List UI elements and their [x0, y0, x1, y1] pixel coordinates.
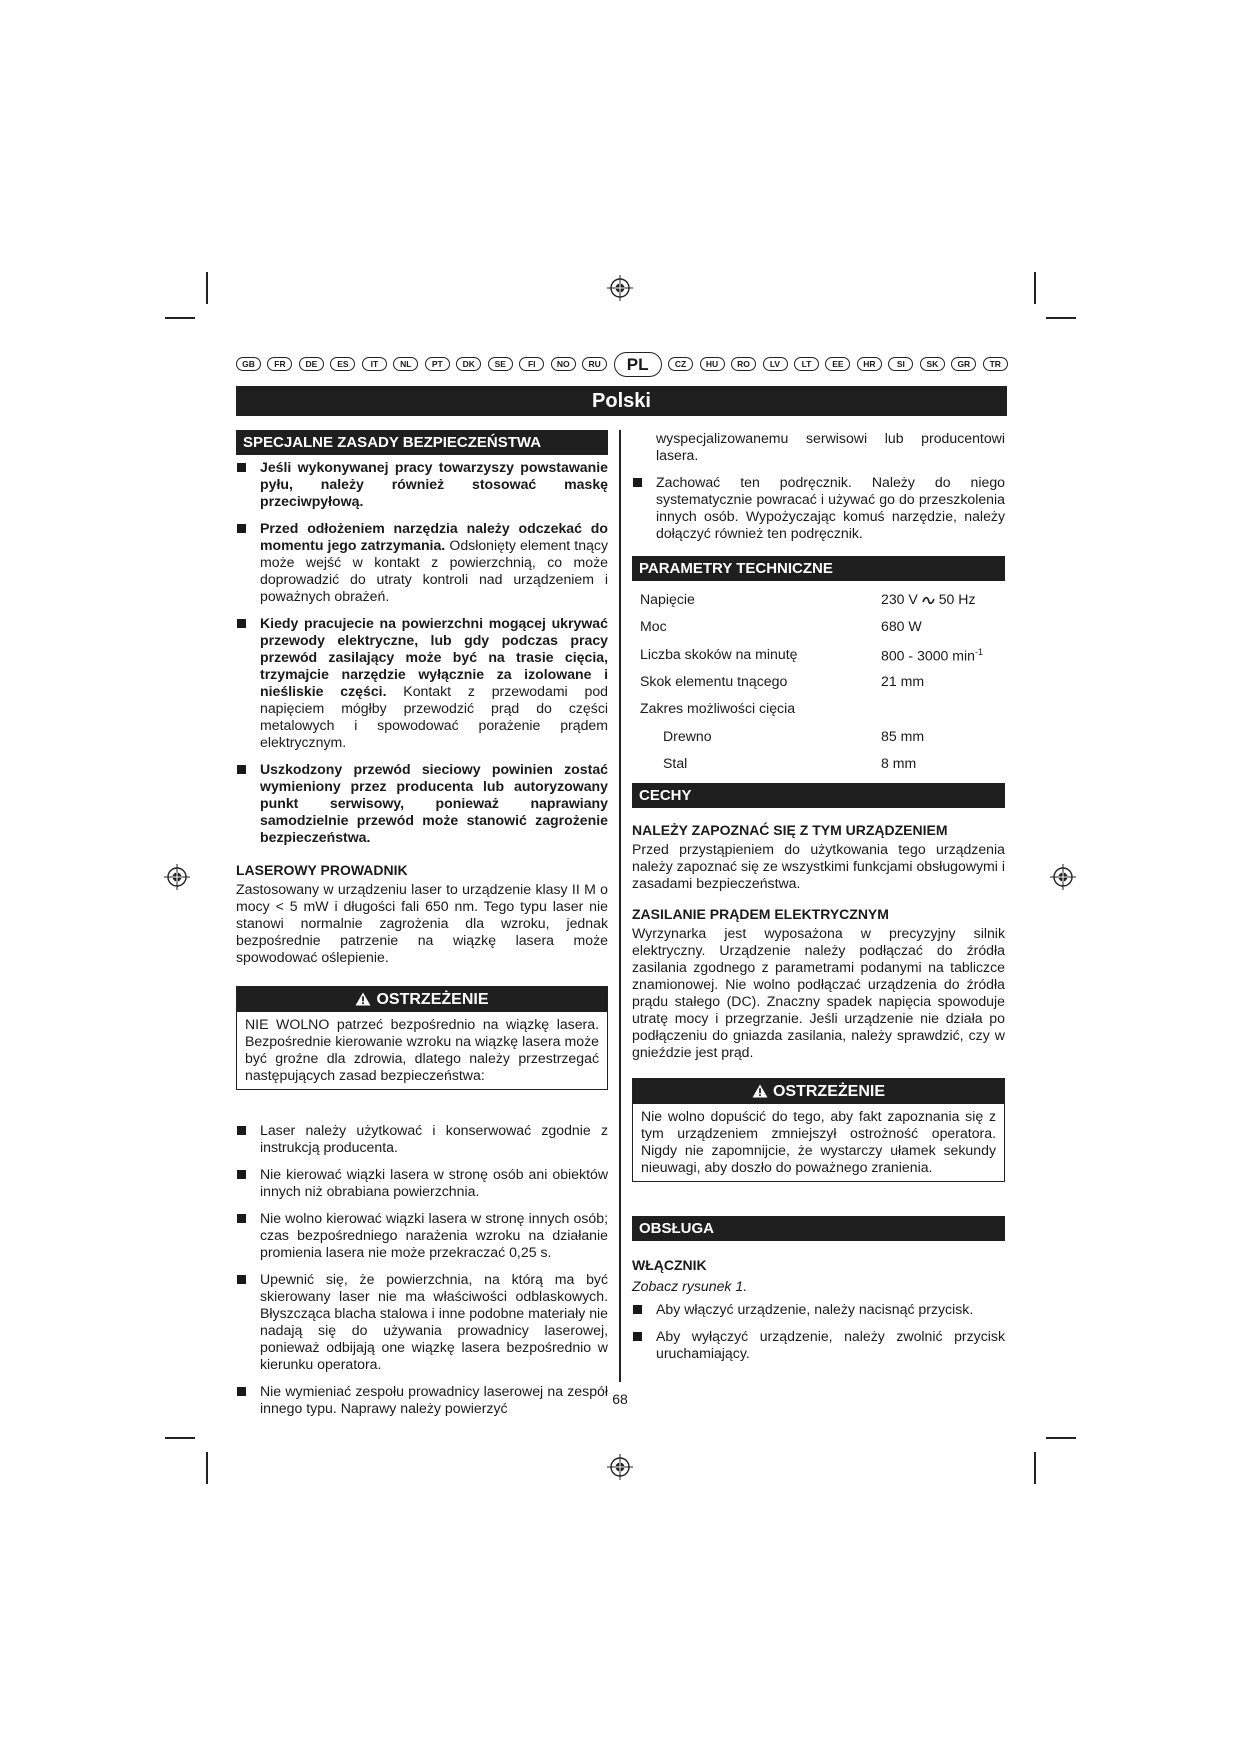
list-item: Nie wolno kierować wiązki lasera w stronę innych osób; czas bezpośredniego narażenia wzroku na działanie promienia lasera nie może przekraczać 0,25 s. [236, 1210, 608, 1261]
warning-triangle-icon [752, 1084, 768, 1098]
switch-list [632, 1301, 1005, 1362]
list-item: Zachować ten podręcznik. Należy do niego systematycznie powracać i używać go do przeszkolenia innych osób. Wypożyczając komuś narzędzie, należy dołączyć również ten podręcznik. [632, 474, 1005, 542]
lang-badge-it: IT [362, 357, 387, 371]
table-row [632, 613, 1005, 640]
crop-mark [1034, 272, 1036, 304]
list-item: Nie wymieniać zespołu prowadnicy laserowej na zespół innego typu. Naprawy należy powierzyć [236, 1383, 608, 1417]
spec-label: Moc [640, 618, 667, 635]
warning-text: NIE WOLNO patrzeć bezpośrednio na wiązkę lasera. Bezpośrednie kierowanie wzroku na wiązkę lasera może być groźne dla zdrowia, dlatego należy przestrzegać następujących zasad bezpieczeństwa: [245, 1016, 599, 1083]
crop-mark [206, 272, 208, 304]
lang-badge-ee: EE [825, 357, 850, 371]
registration-mark-icon [607, 1454, 633, 1480]
lang-badge-no: NO [551, 357, 576, 371]
item-text: Odsłonięty element tnący może wejść w kontakt z powierzchnią, co może doprowadzić do utraty kontroli nad urządzeniem i poważnych obrażeń. [260, 537, 608, 604]
specs-section-heading: PARAMETRY TECHNICZNE [632, 556, 1005, 581]
crop-mark [1046, 1437, 1076, 1439]
spec-value: 8 mm [881, 754, 917, 771]
laser-paragraph: Zastosowany w urządzeniu laser to urządzenie klasy II M o mocy < 5 mW i długości fali 650 nm. Tego typu laser nie stanowi normalnie zagrożenia dla wzroku, jednak bezpośrednie patrzenie na wiązkę lasera może spowodować oślepienie. [236, 881, 608, 965]
warning-text: Nie wolno dopuścić do tego, aby fakt zapoznania się z tym urządzeniem zmniejszył ostrożność operatora. Nigdy nie zapomnijcie, że wystarczy ułamek sekundy nieuwagi, aby doszło do poważnego zranienia. [641, 1108, 996, 1176]
table-row [632, 750, 1005, 777]
list-item-continued: wyspecjalizowanemu serwisowi lub producentowi lasera. [656, 430, 1005, 463]
ac-symbol-icon [922, 596, 935, 605]
lang-badge-pt: PT [425, 357, 450, 371]
lang-badge-es: ES [330, 357, 355, 371]
lang-badge-tr: TR [983, 357, 1008, 371]
column-divider [619, 430, 621, 1382]
page-number: 68 [612, 1391, 628, 1407]
lang-badge-active: PL [614, 352, 662, 377]
power-subheading: ZASILANIE PRĄDEM ELEKTRYCZNYM [632, 906, 889, 923]
registration-mark-icon [1050, 864, 1076, 890]
spec-value: 680 W [881, 618, 922, 635]
features-paragraph: Przed przystąpieniem do użytkowania tego urządzenia należy zapoznać się ze wszystkimi funkcjami obsługowymi i zasadami bezpieczeństwa. [632, 841, 1005, 892]
safety-section-heading: SPECJALNE ZASADY BEZPIECZEŃSTWA [236, 430, 608, 455]
lang-badge-gb: GB [236, 357, 261, 371]
lang-badge-sk: SK [920, 357, 945, 371]
lang-badge-nl: NL [393, 357, 418, 371]
lang-badge-cz: CZ [668, 357, 693, 371]
spec-label: Skok elementu tnącego [640, 673, 788, 690]
crop-mark [1046, 317, 1076, 319]
spec-label: Drewno [663, 727, 712, 744]
crop-mark [1034, 1452, 1036, 1484]
spec-value: 800 - 3000 $\min^{-1}$ [881, 646, 984, 664]
lang-badge-gr: GR [951, 357, 976, 371]
lang-badge-de: DE [299, 357, 324, 371]
lang-badge-dk: DK [456, 357, 481, 371]
lang-badge-hr: HR [857, 357, 882, 371]
lang-badge-ru: RU [582, 357, 607, 371]
spec-value: 85 mm [881, 727, 925, 744]
features-section-heading: CECHY [632, 783, 1005, 808]
item-text: Kontakt z przewodami pod napięciem mógłby przewodzić prąd do części metalowych i spowodować porażenie prądem elektrycznym. [260, 683, 608, 750]
spec-label: Liczba skoków na minutę [640, 645, 798, 662]
table-row [632, 695, 1005, 722]
spec-label: Zakres możliwości cięcia [640, 700, 796, 717]
switch-subheading: WŁĄCZNIK [632, 1257, 707, 1274]
lang-badge-hu: HU [700, 357, 725, 371]
list-item: Laser należy użytkować i konserwować zgodnie z instrukcją producenta. [236, 1122, 608, 1156]
language-bar [236, 353, 1008, 375]
table-row [632, 722, 1005, 749]
list-item: Aby włączyć urządzenie, należy nacisnąć przycisk. [632, 1301, 1005, 1318]
warning-box [236, 986, 608, 1090]
spec-superscript: -1 [975, 646, 984, 657]
laser-safety-list [236, 1122, 608, 1417]
warning-heading-text: OSTRZEŻENIE [772, 1083, 885, 1101]
warning-triangle-icon [355, 992, 371, 1006]
spec-value: 230 V 50 Hz [881, 591, 976, 608]
list-item [236, 761, 608, 846]
lang-badge-si: SI [888, 357, 913, 371]
warning-box [632, 1078, 1005, 1182]
registration-mark-icon [607, 275, 633, 301]
list-item: Nie kierować wiązki lasera w stronę osób ani obiektów innych niż obrabiana powierzchnia. [236, 1166, 608, 1200]
list-item [236, 459, 608, 510]
spec-value: 21 mm [881, 673, 925, 690]
spec-label: Napięcie [640, 591, 695, 608]
left-column [236, 430, 608, 1427]
page-title: Polski [236, 386, 1007, 416]
lang-badge-fi: FI [519, 357, 544, 371]
item-bold-text: Kiedy pracujecie na powierzchni mogącej ukrywać przewody elektryczne, lub gdy podczas pracy przewód zasilający może być na trasie cięcia, trzymajcie narzędzie wyłącznie za izolowane i nieśliskie części. [260, 615, 608, 699]
item-bold-text: Przed odłożeniem narzędzia należy odczekać do momentu jego zatrzymania. [260, 520, 608, 553]
crop-mark [206, 1452, 208, 1484]
lang-badge-lv: LV [763, 357, 788, 371]
operation-section-heading: OBSŁUGA [632, 1216, 1005, 1241]
list-item: Aby wyłączyć urządzenie, należy zwolnić przycisk uruchamiający. [632, 1328, 1005, 1362]
lang-badge-ro: RO [731, 357, 756, 371]
table-row [632, 641, 1005, 668]
warning-heading-text: OSTRZEŻENIE [376, 991, 489, 1008]
lang-badge-fr: FR [267, 357, 292, 371]
safety-list [236, 459, 608, 846]
warning-heading [633, 1079, 1004, 1104]
specs-table [632, 586, 1005, 777]
right-column [632, 430, 1005, 1372]
list-item [236, 615, 608, 751]
spec-value [881, 695, 1005, 722]
list-item [236, 520, 608, 605]
see-figure-text: Zobacz rysunek 1. [632, 1278, 748, 1295]
lang-badge-lt: LT [794, 357, 819, 371]
table-row [632, 586, 1005, 613]
spec-label: Stal [663, 754, 688, 771]
continued-list [632, 430, 1005, 542]
table-row [632, 668, 1005, 695]
crop-mark [165, 317, 195, 319]
features-subheading: NALEŻY ZAPOZNAĆ SIĘ Z TYM URZĄDZENIEM [632, 822, 948, 839]
item-bold-text: Jeśli wykonywanej pracy towarzyszy powstawanie pyłu, należy również stosować maskę przeciwpyłową. [260, 459, 608, 509]
item-bold-text: Uszkodzony przewód sieciowy powinien zostać wymieniony przez producenta lub autoryzowany punkt serwisowy, ponieważ naprawiany samodzielnie przewód może stanowić zagrożenie bezpieczeństwa. [260, 761, 608, 845]
warning-heading [237, 987, 607, 1012]
lang-badge-se: SE [488, 357, 513, 371]
crop-mark [165, 1437, 195, 1439]
list-item: Upewnić się, że powierzchnia, na którą ma być skierowany laser nie ma właściwości odblaskowych. Błyszcząca blacha stalowa i inne podobne materiały nie nadają się do używania prowadnicy laserowej, ponieważ odbijają one wiązkę lasera bezpośrednio w kierunku operatora. [236, 1271, 608, 1373]
power-paragraph: Wyrzynarka jest wyposażona w precyzyjny silnik elektryczny. Urządzenie należy podłączać do źródła zasilania zgodnego z parametrami podanymi na tabliczce znamionowej. Nie wolno podłączać urządzenia do źródła prądu stałego (DC). Znaczny spadek napięcia spowoduje utratę mocy i przegrzanie. Jeśli urządzenie nie działa po podłączeniu do gniazda zasilania, należy sprawdzić, czy w gnieździe jest prąd. [632, 925, 1005, 1061]
laser-heading: LASEROWY PROWADNIK [236, 862, 408, 878]
registration-mark-icon [164, 864, 190, 890]
